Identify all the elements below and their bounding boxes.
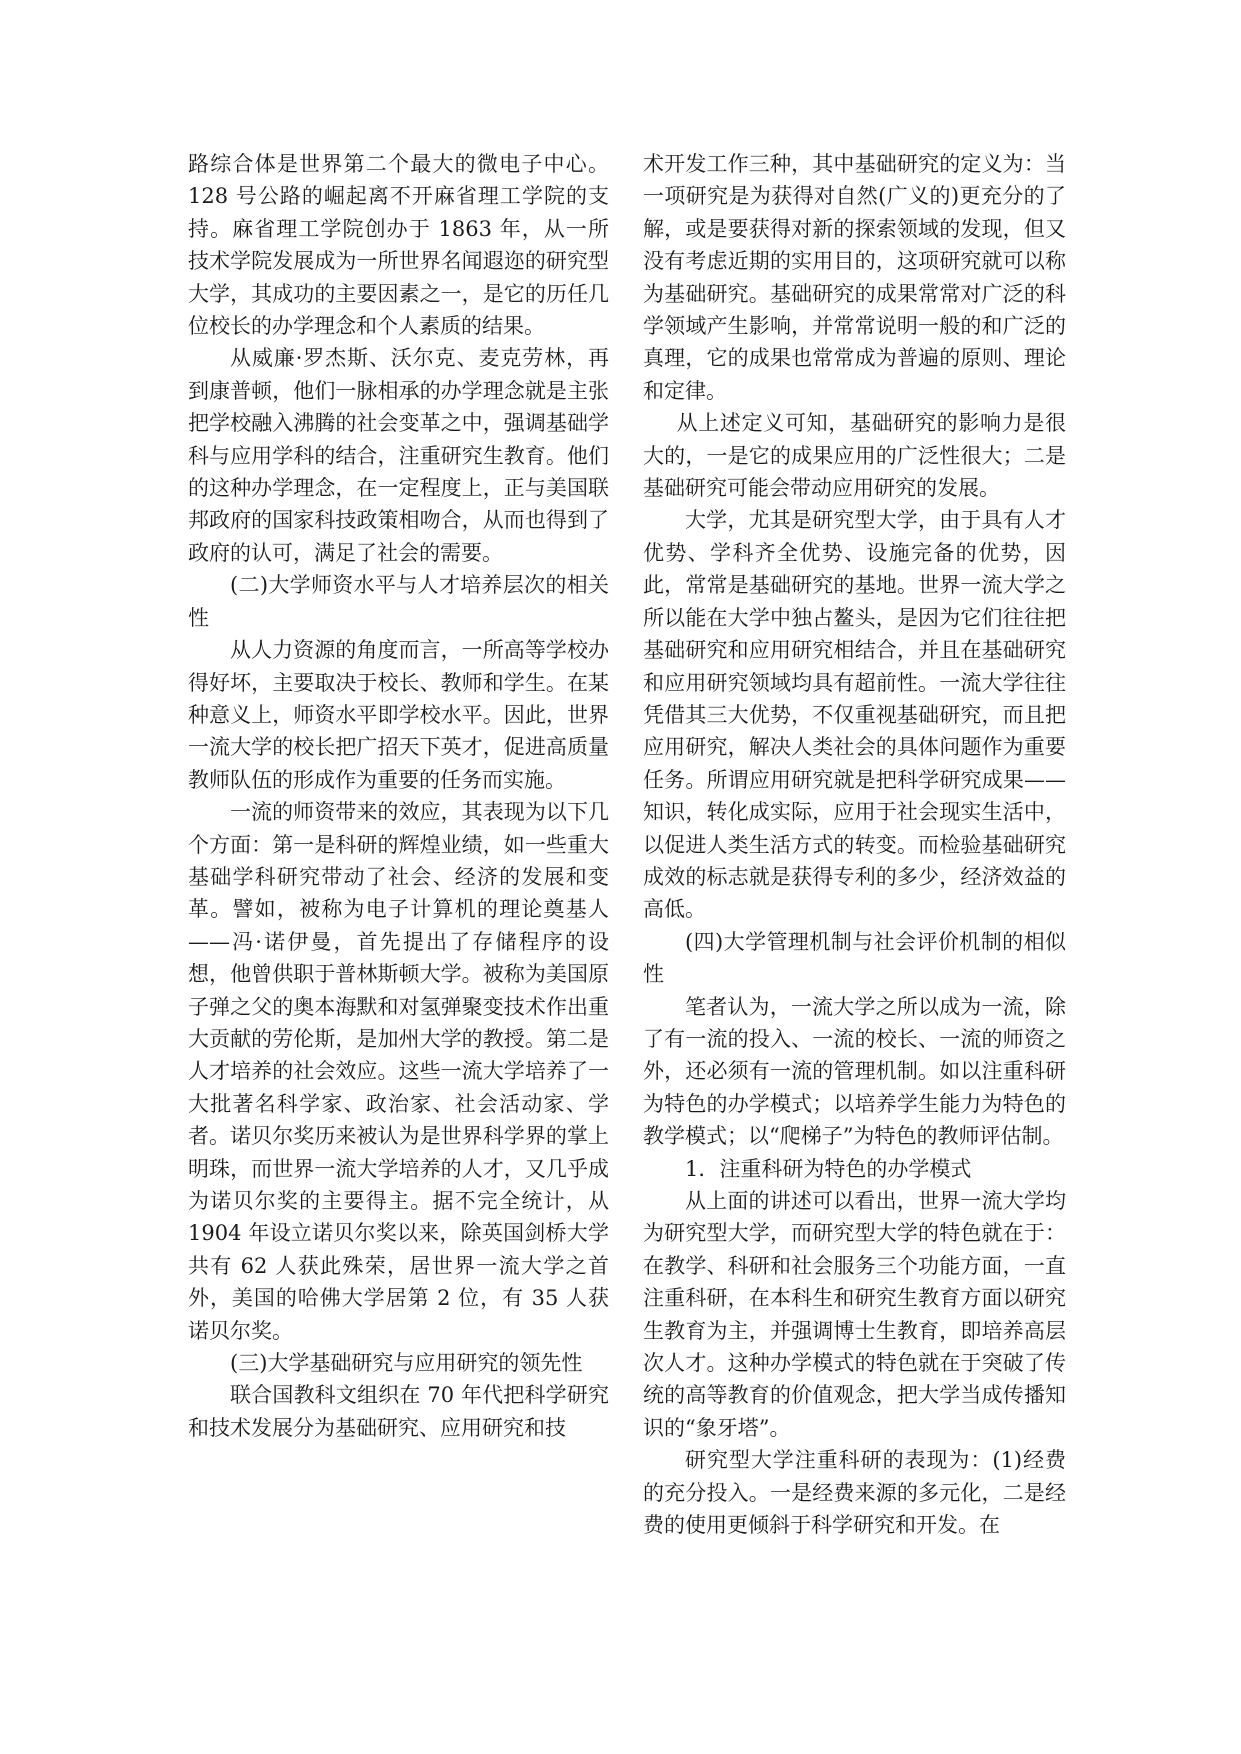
section-heading: (三)大学基础研究与应用研究的领先性	[230, 1351, 583, 1376]
section-heading: (四)大学管理机制与社会评价机制的相似性	[643, 929, 1066, 987]
paragraph: 从上面的讲述可以看出，世界一流大学均为研究型大学，而研究型大学的特色就在于：在教学、科研和社会服务三个功能方面，一直注重科研，在本科生和研究生教育方面以研究生教育为主，并强调博士生教育，即培养高层次人才。这种办学模式的特色就在于突破了传统的高等教育的价值观念，把大学当成传播知识的“象牙塔”。	[643, 1189, 1066, 1440]
paragraph: 笔者认为，一流大学之所以成为一流，除了有一流的投入、一流的校长、一流的师资之外，还必须有一流的管理机制。如以注重科研为特色的办学模式；以培养学生能力为特色的教学模式；以“爬梯子”为特色的教师评估制。	[643, 994, 1066, 1149]
paragraph: 联合国教科文组织在 70 年代把科学研究和技术发展分为基础研究、应用研究和技	[188, 1383, 609, 1440]
subsection-heading: 1．注重科研为特色的办学模式	[685, 1156, 972, 1181]
paragraph: 路综合体是世界第二个最大的微电子中心。128 号公路的崛起离不开麻省理工学院的支持。麻省理工学院创办于 1863 年，从一所技术学院发展成为一所世界名闻遐迩的研究型大学，其成功的主要因素之一，是它的历任几位校长的办学理念和个人素质的结果。	[188, 152, 609, 339]
paragraph: 从人力资源的角度而言，一所高等学校办得好坏，主要取决于校长、教师和学生。在某种意义上，师资水平即学校水平。因此，世界一流大学的校长把广招天下英才，促进高质量教师队伍的形成作为重要的任务而实施。	[188, 638, 609, 792]
right-column	[643, 148, 1066, 1541]
paragraph: 从威廉·罗杰斯、沃尔克、麦克劳林，再到康普顿，他们一脉相承的办学理念就是主张把学校融入沸腾的社会变革之中，强调基础学科与应用学科的结合，注重研究生教育。他们的这种办学理念，在一定程度上，正与美国联邦政府的国家科技政策相吻合，从而也得到了政府的认可，满足了社会的需要。	[188, 346, 609, 565]
paragraph: 大学，尤其是研究型大学，由于具有人才优势、学科齐全优势、设施完备的优势，因此，常常是基础研究的基地。世界一流大学之所以能在大学中独占鳌头，是因为它们往往把基础研究和应用研究相结合，并且在基础研究和应用研究领域均具有超前性。一流大学往往凭借其三大优势，不仅重视基础研究，而且把应用研究，解决人类社会的具体问题作为重要任务。所谓应用研究就是把科学研究成果——知识，转化成实际，应用于社会现实生活中，以促进人类生活方式的转变。而检验基础研究成效的标志就是获得专利的多少，经济效益的高低。	[643, 508, 1066, 922]
paragraph: 一流的师资带来的效应，其表现为以下几个方面：第一是科研的辉煌业绩，如一些重大基础学科研究带动了社会、经济的发展和变革。譬如，被称为电子计算机的理论奠基人——冯·诺伊曼，首先提出了存储程序的设想，他曾供职于普林斯顿大学。被称为美国原子弹之父的奥本海默和对氢弹聚变技术作出重大贡献的劳伦斯，是加州大学的教授。第二是人才培养的社会效应。这些一流大学培养了一大批著名科学家、政治家、社会活动家、学者。诺贝尔奖历来被认为是世界科学界的掌上明珠，而世界一流大学培养的人才，又几乎成为诺贝尔奖的主要得主。据不完全统计，从 1904 年设立诺贝尔奖以来，除英国剑桥大学共有 62 人获此殊荣，居世界一流大学之首外，美国的哈佛大学居第 2 位，有 35 人获诺贝尔奖。	[188, 800, 609, 1343]
left-column	[188, 148, 609, 1444]
paragraph: 从上述定义可知，基础研究的影响力是很大的，一是它的成果应用的广泛性很大；二是基础研究可能会带动应用研究的发展。	[643, 411, 1066, 501]
paragraph: 术开发工作三种，其中基础研究的定义为：当一项研究是为获得对自然(广义的)更充分的了解，或是要获得对新的探索领域的发现，但又没有考虑近期的实用目的，这项研究就可以称为基础研究。基础研究的成果常常对广泛的科学领域产生影响，并常常说明一般的和广泛的真理，它的成果也常常成为普遍的原则、理论和定律。	[643, 152, 1066, 403]
section-heading: (二)大学师资水平与人才培养层次的相关性	[188, 573, 609, 630]
paragraph: 研究型大学注重科研的表现为：(1)经费的充分投入。一是经费来源的多元化，二是经费的使用更倾斜于科学研究和开发。在	[643, 1448, 1066, 1538]
